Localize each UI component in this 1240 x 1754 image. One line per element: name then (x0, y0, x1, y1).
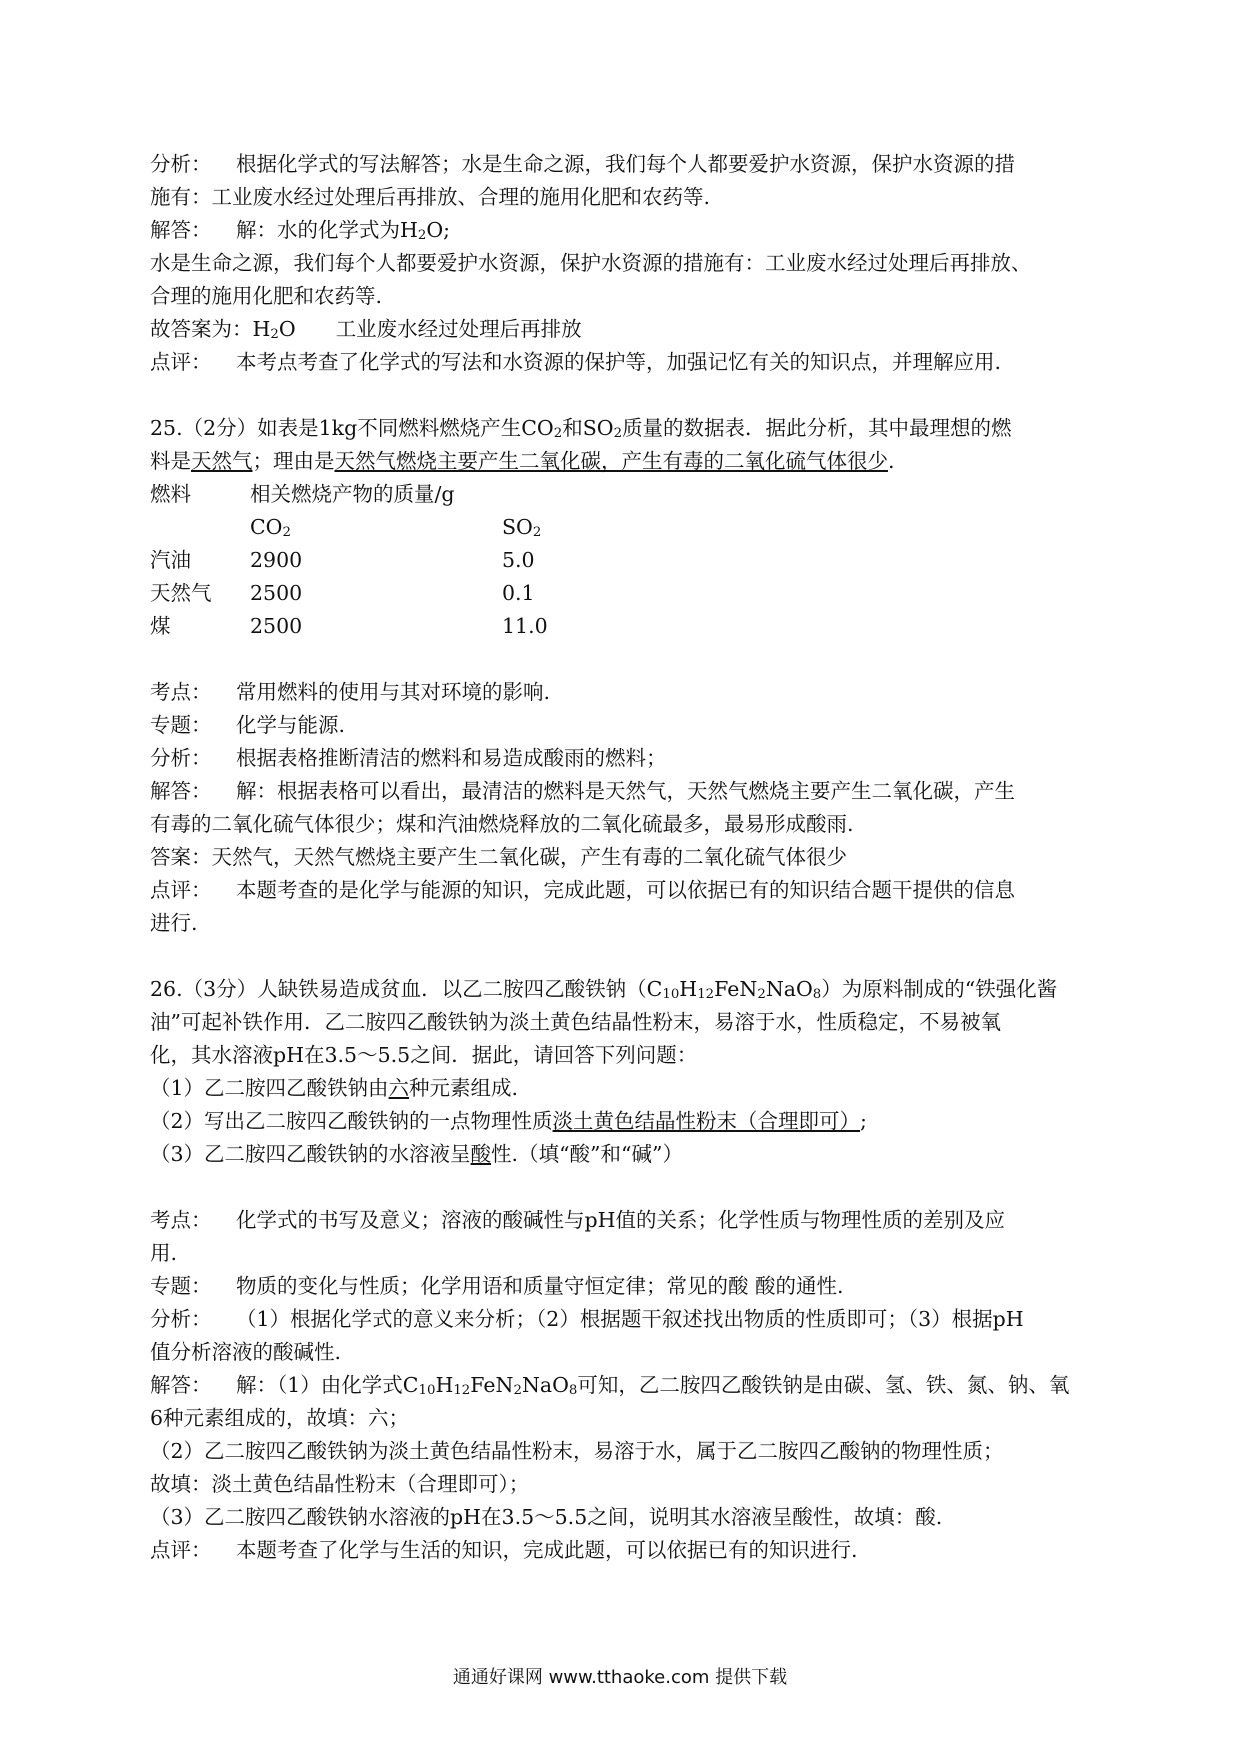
subscript: 8 (568, 1382, 578, 1398)
stem-text: 26.（3分）人缺铁易造成贫血．以乙二胺四乙酸铁钠（C (150, 977, 663, 1001)
question-stem-cont: 油”可起补铁作用．乙二胺四乙酸铁钠为淡土黄色结晶性粉末，易溶于水，性质稳定，不易被氧 (150, 1010, 1001, 1034)
stem-text: ）为原料制成的“铁强化酱 (821, 977, 1058, 1001)
subscript: 2 (513, 1382, 522, 1398)
stem-text: 性.（填“酸”和“碱”） (491, 1142, 683, 1166)
stem-text: 种元素组成. (409, 1076, 519, 1100)
analysis-line (150, 742, 1080, 775)
subscript: 2 (553, 425, 563, 441)
comment-label: 点评： (150, 350, 212, 374)
stem-text: （1）乙二胺四乙酸铁钠由 (150, 1076, 389, 1100)
knowledge-point-label: 考点： (150, 680, 212, 704)
stem-text: ; (860, 1109, 867, 1133)
stem-text: ；理由是 (252, 449, 335, 473)
stem-text: （2）写出乙二胺四乙酸铁钠的一点物理性质 (150, 1109, 553, 1133)
answer-text: 解：水的化学式为H (236, 218, 418, 242)
analysis-text: （1）根据化学式的意义来分析；（2）根据题干叙述找出物质的性质即可；（3）根据pH (236, 1307, 1024, 1331)
table-row (150, 610, 1080, 643)
answer-blank: 六 (388, 1076, 410, 1100)
final-answer-line (150, 313, 1080, 346)
sub-question-2 (150, 1105, 1080, 1138)
answer-label: 解答： (150, 1373, 212, 1397)
table-header-row (150, 478, 1080, 511)
formula-text: H (435, 1373, 454, 1397)
subscript: 2 (532, 524, 542, 540)
answer-blank: 淡土黄色结晶性粉末（合理即可） (552, 1109, 861, 1133)
comment-text: 本考点考查了化学式的写法和水资源的保护等，加强记忆有关的知识点，并理解应用. (236, 350, 1002, 374)
table-cell-fuel: 汽油 (150, 548, 191, 572)
subscript: 2 (417, 227, 427, 243)
table-cell-fuel: 煤 (150, 614, 171, 638)
comment-text: 本题考查的是化学与能源的知识，完成此题，可以依据已有的知识结合题干提供的信息 (236, 878, 1015, 902)
final-answer-text: O (278, 317, 296, 341)
table-cell-co2: 2500 (250, 581, 303, 605)
stem-text: 和SO (562, 416, 614, 440)
question-stem (150, 973, 1080, 1006)
table-cell-so2: 0.1 (502, 581, 535, 605)
formula-text: NaO (521, 1373, 569, 1397)
table-header-fuel: 燃料 (150, 482, 191, 506)
final-answer-text: 工业废水经过处理后再排放 (335, 317, 582, 341)
table-cell-co2: 2500 (250, 614, 303, 638)
fuel-data-table (150, 478, 1080, 643)
answer-label: 解答： (150, 779, 212, 803)
analysis-line (150, 148, 1080, 181)
analysis-line (150, 1303, 1080, 1336)
question-26 (150, 973, 1080, 1567)
comment-text: 本题考查了化学与生活的知识，完成此题，可以依据已有的知识进行. (236, 1538, 858, 1562)
formula-text: H (679, 977, 698, 1001)
subscript: 10 (418, 1382, 436, 1398)
analysis-text: 根据化学式的写法解答；水是生命之源，我们每个人都要爱护水资源，保护水资源的措 (236, 152, 1015, 176)
subscript: 2 (270, 326, 279, 342)
knowledge-point-text: 常用燃料的使用与其对环境的影响. (236, 680, 551, 704)
final-answer-text: H (252, 317, 271, 341)
topic-label: 专题： (150, 1274, 212, 1298)
table-cell-so2: 5.0 (502, 548, 535, 572)
table-header-so2-text: SO (502, 515, 533, 539)
answer-text: 解：（1）由化学式C (236, 1373, 419, 1397)
answer-text-cont: （2）乙二胺四乙酸铁钠为淡土黄色结晶性粉末，易溶于水，属于乙二胺四乙酸钠的物理性质； (150, 1439, 1004, 1463)
knowledge-point-line (150, 676, 1080, 709)
question-25 (150, 412, 1080, 940)
topic-text: 化学与能源. (236, 713, 346, 737)
formula-text: FeN (470, 1373, 514, 1397)
answer-blank: 天然气 (191, 449, 253, 473)
sub-question-3 (150, 1138, 1080, 1171)
answer-label: 解答： (150, 218, 212, 242)
table-row (150, 544, 1080, 577)
comment-label: 点评： (150, 878, 212, 902)
knowledge-point-cont: 用. (150, 1241, 178, 1265)
formula-text: FeN (714, 977, 758, 1001)
topic-label: 专题： (150, 713, 212, 737)
topic-line (150, 709, 1080, 742)
subscript: 10 (662, 986, 680, 1002)
answer-blank: 天然气燃烧主要产生二氧化碳，产生有毒的二氧化硫气体很少 (334, 449, 888, 473)
table-cell-so2: 11.0 (502, 614, 548, 638)
stem-text: 25.（2分）如表是1kg不同燃料燃烧产生CO (150, 416, 554, 440)
knowledge-point-line (150, 1204, 1080, 1237)
document-page (150, 148, 1080, 1567)
subscript: 2 (282, 524, 291, 540)
stem-text: 料是 (150, 449, 191, 473)
knowledge-point-label: 考点： (150, 1208, 212, 1232)
stem-text: . (888, 449, 895, 473)
question-stem-cont (150, 445, 1080, 478)
subscript: 12 (697, 986, 715, 1002)
answer-text: 解：根据表格可以看出，最清洁的燃料是天然气，天然气燃烧主要产生二氧化碳，产生 (236, 779, 1015, 803)
subscript: 2 (757, 986, 766, 1002)
formula-text: NaO (765, 977, 813, 1001)
table-cell-co2: 2900 (250, 548, 303, 572)
answer-text-cont: 水是生命之源，我们每个人都要爱护水资源，保护水资源的措施有：工业废水经过处理后再排放、 (150, 251, 1032, 275)
answer-text-cont: （3）乙二胺四乙酸铁钠水溶液的pH在3.5～5.5之间，说明其水溶液呈酸性，故填：酸. (150, 1505, 943, 1529)
page-footer: 通通好课网 www.tthaoke.com 提供下载 (452, 1667, 788, 1688)
analysis-label: 分析： (150, 152, 212, 176)
answer-text-cont: 有毒的二氧化硫气体很少；煤和汽油燃烧释放的二氧化硫最多，最易形成酸雨. (150, 812, 854, 836)
analysis-text: 根据表格推断清洁的燃料和易造成酸雨的燃料； (236, 746, 667, 770)
table-header-co2-text: CO (250, 515, 283, 539)
table-row (150, 577, 1080, 610)
comment-label: 点评： (150, 1538, 212, 1562)
answer-line (150, 775, 1080, 808)
sub-question-1 (150, 1072, 1080, 1105)
answer-text: O; (426, 218, 451, 242)
subscript: 8 (812, 986, 822, 1002)
analysis-text-cont: 值分析溶液的酸碱性. (150, 1340, 342, 1364)
subscript: 2 (613, 425, 623, 441)
topic-text: 物质的变化与性质；化学用语和质量守恒定律；常见的酸 酸的通性. (236, 1274, 844, 1298)
final-answer-label: 故答案为： (150, 317, 253, 341)
answer-text-cont: 故填：淡土黄色结晶性粉末（合理即可）； (150, 1472, 530, 1496)
topic-line (150, 1270, 1080, 1303)
analysis-label: 分析： (150, 1307, 212, 1331)
question-stem-cont: 化，其水溶液pH在3.5～5.5之间．据此，请回答下列问题： (150, 1043, 698, 1067)
answer-text-cont: 合理的施用化肥和农药等. (150, 284, 383, 308)
table-header-co2 (250, 511, 502, 544)
table-cell-fuel: 天然气 (150, 581, 212, 605)
answer-blank: 酸 (470, 1142, 492, 1166)
question-stem (150, 412, 1080, 445)
analysis-label: 分析： (150, 746, 212, 770)
analysis-text-cont: 施有：工业废水经过处理后再排放、合理的施用化肥和农药等. (150, 185, 711, 209)
answer-line (150, 214, 1080, 247)
comment-line (150, 1534, 1080, 1567)
table-header-product: 相关燃烧产物的质量/g (250, 482, 455, 506)
stem-text: 质量的数据表．据此分析，其中最理想的燃 (622, 416, 1012, 440)
comment-line (150, 874, 1080, 907)
subscript: 12 (453, 1382, 471, 1398)
table-subheader-row (150, 511, 1080, 544)
final-answer-line: 答案：天然气，天然气燃烧主要产生二氧化碳，产生有毒的二氧化硫气体很少 (150, 845, 847, 869)
question-24-solution (150, 148, 1080, 379)
comment-line (150, 346, 1080, 379)
table-header-so2 (502, 511, 541, 544)
knowledge-point-text: 化学式的书写及意义；溶液的酸碱性与pH值的关系；化学性质与物理性质的差别及应 (236, 1208, 1005, 1232)
stem-text: （3）乙二胺四乙酸铁钠的水溶液呈 (150, 1142, 471, 1166)
answer-line (150, 1369, 1080, 1402)
comment-text-cont: 进行. (150, 911, 198, 935)
answer-text-cont: 6种元素组成的，故填：六； (150, 1406, 410, 1430)
answer-text: 可知，乙二胺四乙酸铁钠是由碳、氢、铁、氮、钠、氧 (577, 1373, 1070, 1397)
